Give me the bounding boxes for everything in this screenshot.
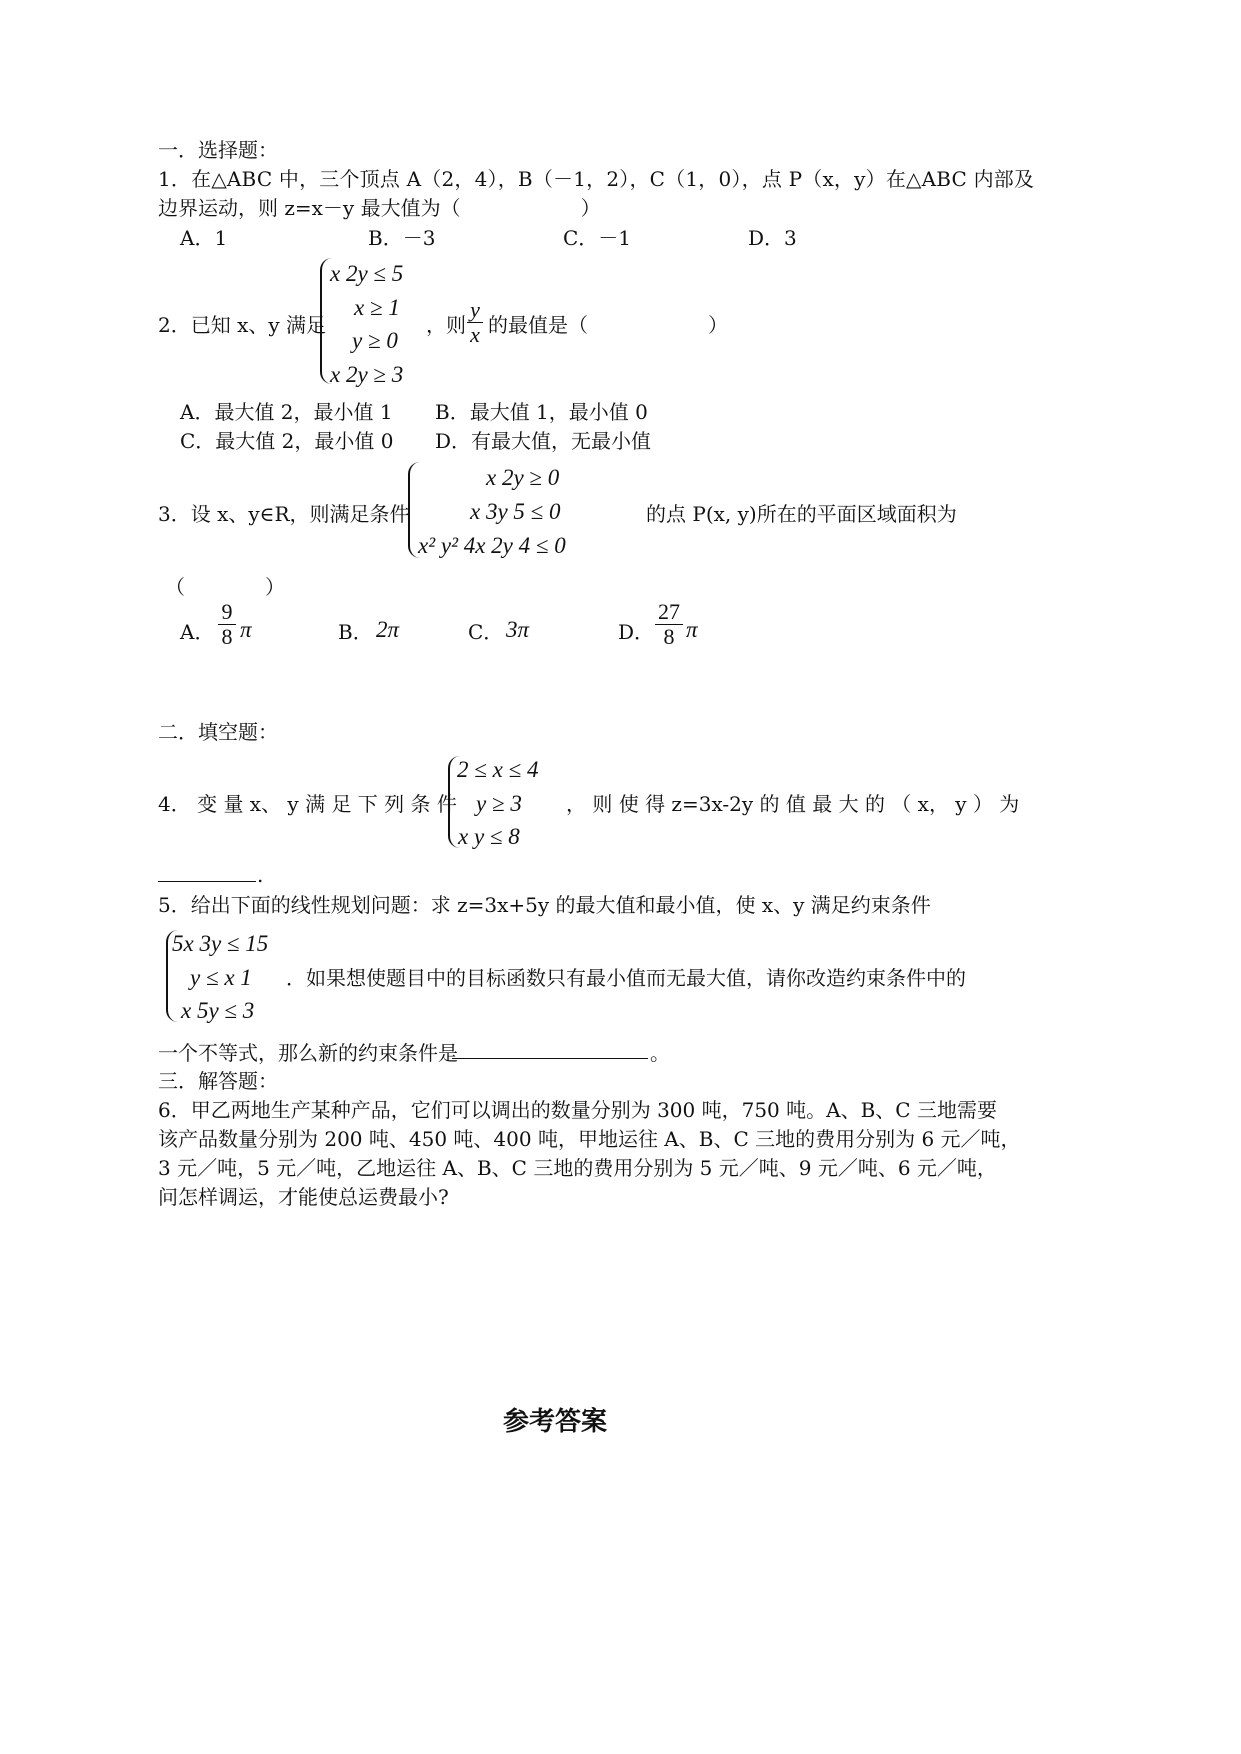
q2-option-a: A．最大值 2，最小值 1 [180,400,393,424]
q1-line2: 边界运动，则 z=x－y 最大值为（ ） [158,196,601,220]
q3-option-d-den: 8 [663,624,675,649]
q5-line3-end: 。 [650,1041,670,1065]
section-heading-choice: 一．选择题： [158,138,278,162]
q5-answer-blank[interactable] [452,1038,648,1059]
q3-option-c-label: C． [468,620,504,644]
q3-option-a-label: A． [180,620,215,644]
q5-line3: 一个不等式，那么新的约束条件是 [158,1041,458,1065]
q2-constraint-1: x 2y ≤ 5 [330,261,404,286]
q1-option-d: D．3 [748,226,797,250]
q2-option-b: B．最大值 1，最小值 0 [435,400,648,424]
q2-constraint-3: y ≥ 0 [352,328,398,353]
q2-fraction [467,298,483,347]
q5-after: ．如果想使题目中的目标函数只有最小值而无最大值，请你改造约束条件中的 [286,966,966,990]
q2-option-d: D．有最大值，无最小值 [435,429,652,453]
q3-option-d-fraction [655,600,683,649]
q3-constraint-1: x 2y ≥ 0 [486,465,560,490]
q4-prefix: 4． 变 量 x、 y 满 足 下 列 条 件 [158,792,457,816]
q4-constraint-2: y ≥ 3 [476,791,522,816]
q2-prefix: 2．已知 x、y 满足 [158,313,327,337]
q3-option-c-expr: 3π [506,617,530,642]
q6-line4: 问怎样调运，才能使总运费最小? [158,1185,449,1209]
q3-option-b-expr: 2π [376,617,400,642]
q5-line1: 5．给出下面的线性规划问题：求 z=3x+5y 的最大值和最小值，使 x、y 满足约束条件 [158,893,931,917]
section-heading-fill: 二．填空题： [158,720,278,744]
q1-line1: 1．在△ABC 中，三个顶点 A（2，4），B（－1，2），C（1，0），点 P（x，y）在△ABC 内部及 [158,167,1035,191]
q3-option-d-pi: π [686,617,698,642]
q2-fraction-den: x [470,322,480,347]
q3-option-a-den: 8 [221,624,233,649]
q1-option-a: A．1 [180,226,228,250]
q2-constraint-2: x ≥ 1 [354,295,400,320]
q4-constraint-3: x y ≤ 8 [458,824,520,849]
q2-constraint-4: x 2y ≥ 3 [330,362,404,387]
q3-option-d-label: D． [618,620,655,644]
q1-option-b: B．－3 [368,226,436,250]
q3-constraint-3: x² y² 4x 2y 4 ≤ 0 [418,533,566,558]
q1-option-c: C．－1 [563,226,632,250]
q4-constraint-1: 2 ≤ x ≤ 4 [457,757,539,782]
q3-option-a-num: 9 [221,599,233,624]
answers-title: 参考答案 [503,1407,608,1437]
q2-option-c: C．最大值 2，最小值 0 [180,429,394,453]
q2-mid: ，则 [426,313,466,337]
q3-answer-paren: （ ） [165,575,285,599]
q2-suffix: 的最值是（ ） [488,313,728,337]
q2-fraction-num: y [470,297,480,322]
q4-answer-blank[interactable] [158,861,256,882]
q6-line3: 3 元／吨，5 元／吨，乙地运往 A、B、C 三地的费用分别为 5 元／吨、9 元／吨、6 元／吨， [158,1156,997,1180]
q5-constraint-1: 5x 3y ≤ 15 [172,931,269,956]
q3-suffix: 的点 P(x, y)所在的平面区域面积为 [646,502,957,526]
q3-prefix: 3．设 x、y∈R，则满足条件 [158,502,410,526]
q3-option-b-label: B． [338,620,373,644]
q3-constraint-2: x 3y 5 ≤ 0 [470,499,561,524]
q3-option-d-num: 27 [658,599,680,624]
q6-line2: 该产品数量分别为 200 吨、450 吨、400 吨，甲地运往 A、B、C 三地的费用分别为 6 元／吨， [158,1127,1021,1151]
q4-suffix: ， 则 使 得 z=3x-2y 的 值 最 大 的 （ x， y ） 为 [566,792,1020,816]
q4-end: . [257,863,264,887]
q5-constraint-2: y ≤ x 1 [190,965,252,990]
q5-constraint-3: x 5y ≤ 3 [181,998,255,1023]
q3-option-a-fraction [218,600,236,649]
q3-option-a-pi: π [240,617,252,642]
q6-line1: 6．甲乙两地生产某种产品，它们可以调出的数量分别为 300 吨，750 吨。A、B、C 三地需要 [158,1098,997,1122]
section-heading-solve: 三．解答题： [158,1069,278,1093]
